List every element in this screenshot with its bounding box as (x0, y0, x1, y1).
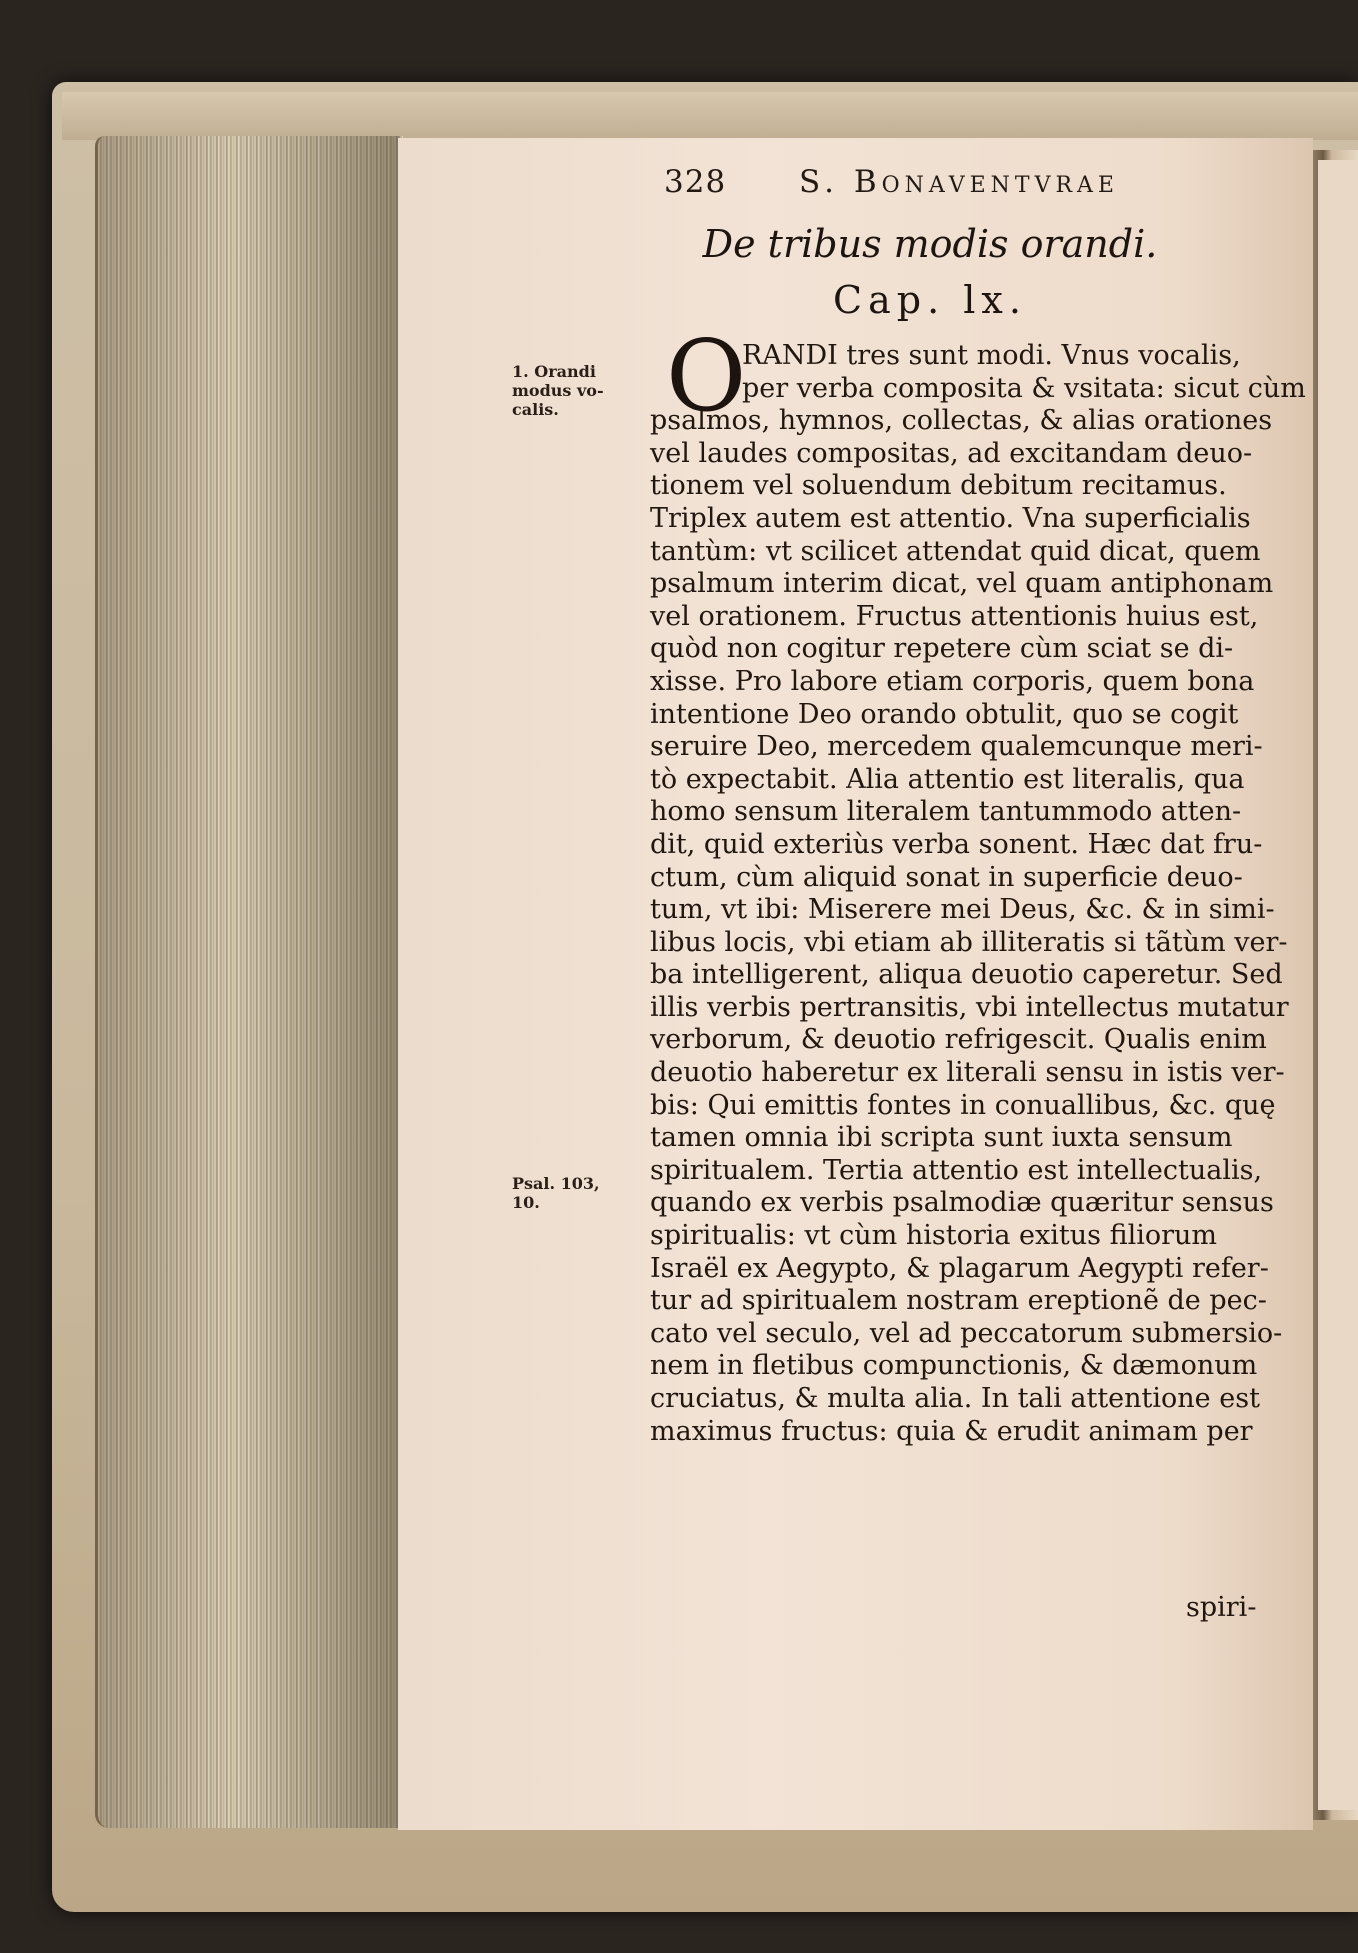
text-line: dit, quid exteriùs verba sonent. Hæc dat fru- (650, 828, 1263, 860)
text-line: per verba composita & vsitata: sicut cùm (742, 372, 1306, 404)
text-line: ctum, cùm aliquid sonat in superficie deuo- (650, 861, 1243, 893)
body-text (650, 340, 1306, 1448)
facing-page-edge (1318, 160, 1358, 1810)
catchword: spiri- (1186, 1592, 1257, 1623)
text-line: psalmum interim dicat, vel quam antiphonam (650, 568, 1274, 600)
text-line: bis: Qui emittis fontes in conuallibus, &c. quę (650, 1089, 1276, 1121)
text-line: RANDI tres sunt modi. Vnus vocalis, (742, 340, 1241, 371)
text-line: tamen omnia ibi scripta sunt iuxta sensum (650, 1122, 1233, 1154)
text-line: tò expectabit. Alia attentio est literalis, qua (650, 763, 1245, 795)
text-line: Triplex autem est attentio. Vna superficialis (650, 502, 1251, 534)
text-line: quando ex verbis psalmodiæ quæritur sensus (650, 1187, 1274, 1219)
text-line: vel orationem. Fructus attentionis huius est, (650, 600, 1259, 632)
text-line: cruciatus, & multa alia. In tali attentione est (650, 1383, 1260, 1414)
page-header (664, 164, 1264, 204)
text-line: seruire Deo, mercedem qualemcunque meri- (650, 731, 1263, 763)
text-line: psalmos, hymnos, collectas, & alias orationes (650, 405, 1273, 437)
text-line: tur ad spiritualem nostram ereptionẽ de pec- (650, 1285, 1267, 1317)
margin-note: 1. Orandi modus vo- calis. (512, 362, 604, 419)
text-line: spiritualem. Tertia attentio est intellectualis, (650, 1154, 1263, 1186)
chapter-number: Cap. lx. (833, 278, 1027, 322)
chapter-title: De tribus modis orandi. (702, 222, 1158, 266)
text-line: ba intelligerent, aliqua deuotio caperetur. Sed (650, 959, 1283, 991)
text-line: nem in fletibus compunctionis, & dæmonum (650, 1350, 1258, 1382)
text-line: intentione Deo orando obtulit, quo se cogit (650, 698, 1239, 730)
running-head: S. Bonaventvrae (799, 164, 1119, 200)
text-line: Israël ex Aegypto, & plagarum Aegypti refer- (650, 1252, 1269, 1284)
text-line: spiritualis: vt cùm historia exitus filiorum (650, 1220, 1217, 1252)
page-number: 328 (664, 164, 727, 200)
text-line: vel laudes compositas, ad excitandam deuo- (650, 437, 1253, 469)
text-line: illis verbis pertransitis, vbi intellectus mutatur (650, 991, 1289, 1023)
drop-capital: O (666, 320, 747, 434)
text-line: quòd non cogitur repetere cùm sciat se di- (650, 633, 1234, 665)
text-line: libus locis, vbi etiam ab illiteratis si tãtùm ver- (650, 926, 1288, 958)
book-top-board (62, 92, 1358, 140)
text-line: tum, vt ibi: Miserere mei Deus, &c. & in simi- (650, 894, 1275, 926)
text-line: xisse. Pro labore etiam corporis, quem bona (650, 665, 1255, 697)
page-block-shadow (95, 136, 400, 1828)
text-line: verborum, & deuotio refrigescit. Qualis enim (650, 1024, 1267, 1056)
text-line: homo sensum literalem tantummodo atten- (650, 796, 1242, 828)
text-line: maximus fructus: quia & erudit animam per (650, 1415, 1253, 1447)
text-line: deuotio haberetur ex literali sensu in istis ver- (650, 1057, 1285, 1089)
text-line: tionem vel soluendum debitum recitamus. (650, 470, 1227, 502)
text-line: tantùm: vt scilicet attendat quid dicat, quem (650, 535, 1261, 567)
text-line: cato vel seculo, vel ad peccatorum submersio- (650, 1317, 1283, 1349)
margin-note-psalm-reference: Psal. 103, 10. (512, 1174, 600, 1212)
